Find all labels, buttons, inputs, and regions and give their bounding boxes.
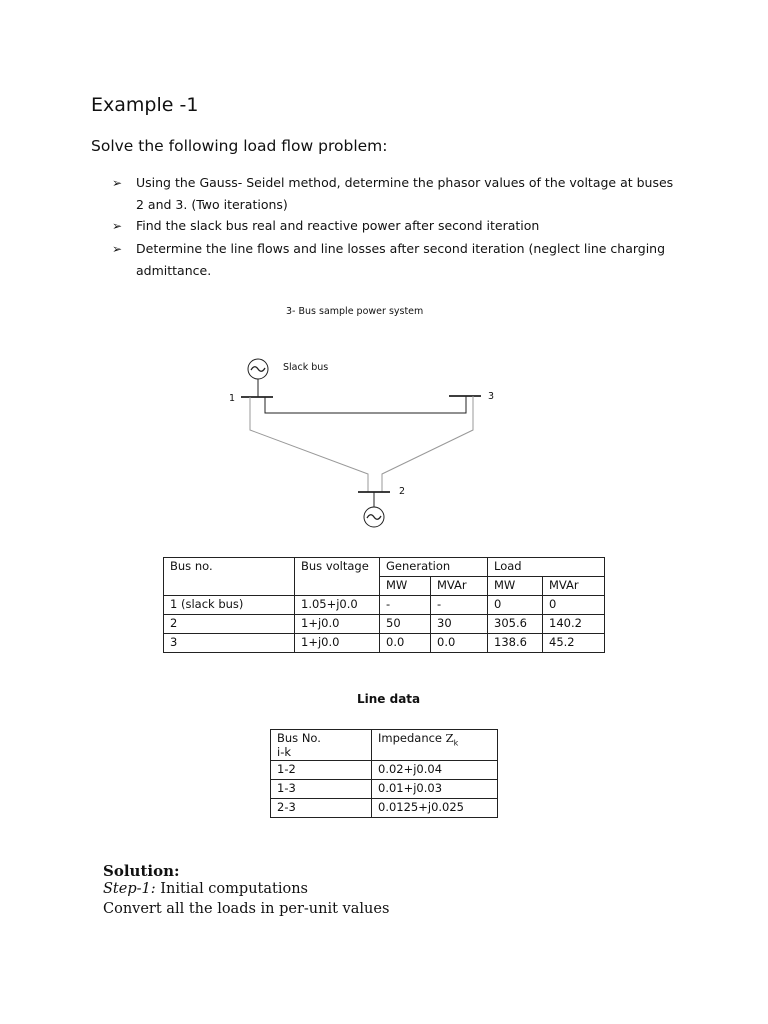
header-gen-mw: MW: [380, 577, 431, 596]
problem-statement: Solve the following load flow problem:: [91, 137, 388, 155]
cell-gen-mvar: -: [431, 596, 488, 615]
bullet-text: Using the Gauss- Seidel method, determine the phasor values of the voltage at buses 2 and 3. (Two iterations): [136, 175, 674, 212]
cell-gen-mw: 0.0: [380, 634, 431, 653]
diagram-caption: 3- Bus sample power system: [286, 306, 424, 317]
header-load-mw: MW: [488, 577, 543, 596]
solution-heading: Solution:: [103, 862, 180, 880]
bus-3-label: 3: [488, 391, 495, 402]
table-header-row: [164, 558, 605, 577]
line-2-3: [382, 396, 473, 492]
header-load: Load: [488, 558, 605, 577]
cell-bus-ik: 1-3: [271, 780, 372, 799]
cell-voltage: 1.05+j0.0: [295, 596, 380, 615]
bus-2-label: 2: [399, 486, 406, 497]
cell-load-mvar: 0: [543, 596, 605, 615]
cell-gen-mw: 50: [380, 615, 431, 634]
table-row: [164, 634, 605, 653]
line-1-3: [265, 396, 466, 413]
header-bus-no: Bus no.: [164, 558, 295, 596]
arrow-bullet-icon: ➢: [112, 242, 123, 256]
cell-load-mw: 138.6: [488, 634, 543, 653]
header-load-mvar: MVAr: [543, 577, 605, 596]
header-gen-mvar: MVAr: [431, 577, 488, 596]
table-header-row: [271, 730, 498, 761]
cell-impedance: 0.02+j0.04: [372, 761, 498, 780]
step-1-line: [103, 881, 308, 897]
header-generation: Generation: [380, 558, 488, 577]
page-title: Example -1: [91, 94, 199, 116]
cell-voltage: 1+j0.0: [295, 634, 380, 653]
table-row: [164, 596, 605, 615]
line-data-title: Line data: [357, 692, 421, 706]
header-bus-ik: [271, 730, 372, 761]
impedance-symbol: Z: [445, 731, 454, 745]
cell-gen-mvar: 30: [431, 615, 488, 634]
step-1-label: Step-1:: [103, 881, 156, 897]
table-row: [271, 780, 498, 799]
header-bus-line2: i-k: [277, 745, 292, 759]
slack-bus-label: Slack bus: [283, 362, 329, 373]
table-row: [271, 761, 498, 780]
bullet-text: Find the slack bus real and reactive power after second iteration: [136, 218, 540, 233]
impedance-subscript: k: [453, 738, 459, 748]
cell-bus: 3: [164, 634, 295, 653]
cell-gen-mvar: 0.0: [431, 634, 488, 653]
cell-voltage: 1+j0.0: [295, 615, 380, 634]
arrow-bullet-icon: ➢: [112, 219, 123, 233]
arrow-bullet-icon: ➢: [112, 176, 123, 190]
cell-load-mvar: 45.2: [543, 634, 605, 653]
header-bus-line1: Bus No.: [277, 731, 321, 745]
cell-load-mw: 305.6: [488, 615, 543, 634]
cell-impedance: 0.01+j0.03: [372, 780, 498, 799]
table-row: [164, 615, 605, 634]
cell-bus-ik: 2-3: [271, 799, 372, 818]
cell-impedance: 0.0125+j0.025: [372, 799, 498, 818]
cell-gen-mw: -: [380, 596, 431, 615]
table-row: [271, 799, 498, 818]
cell-bus-ik: 1-2: [271, 761, 372, 780]
bus-data-table: [163, 557, 605, 653]
convert-loads-text: Convert all the loads in per-unit values: [103, 901, 390, 917]
cell-bus: 1 (slack bus): [164, 596, 295, 615]
step-1-text: Initial computations: [155, 881, 308, 897]
cell-load-mw: 0: [488, 596, 543, 615]
header-impedance: [372, 730, 498, 761]
impedance-label: Impedance: [378, 731, 443, 745]
header-bus-voltage: Bus voltage: [295, 558, 380, 596]
cell-load-mvar: 140.2: [543, 615, 605, 634]
bullet-text: Determine the line flows and line losses after second iteration (neglect line charging admittance.: [136, 241, 666, 278]
line-data-table: [270, 729, 498, 818]
line-1-2: [250, 397, 368, 492]
cell-bus: 2: [164, 615, 295, 634]
bus-1-label: 1: [229, 393, 236, 404]
